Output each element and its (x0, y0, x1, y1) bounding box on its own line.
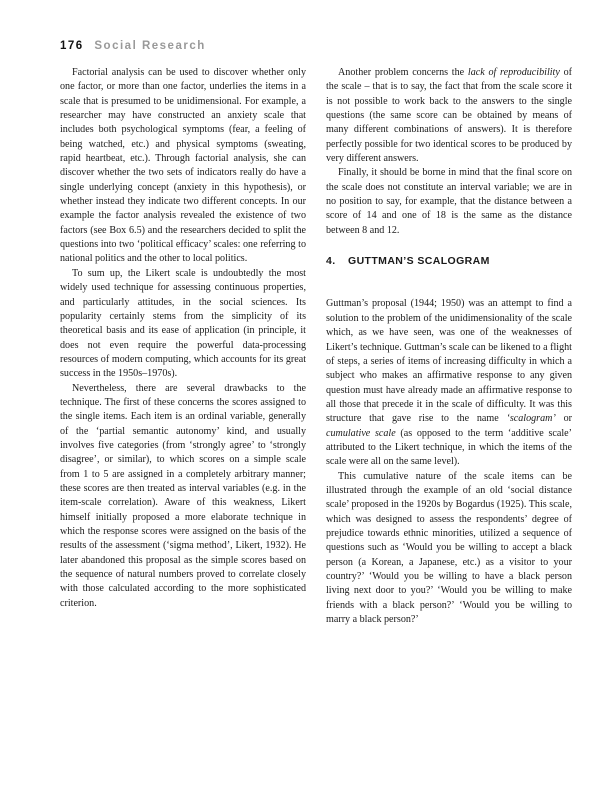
running-header (60, 40, 206, 52)
running-title: Social Research (94, 40, 206, 52)
emphasis: cumulative scale (326, 427, 396, 439)
section-heading (326, 254, 572, 268)
paragraph: Factorial analysis can be used to discover whether only one factor, or more than one factor, underlies the items in a scale that is presumed to be unidimensional. For example, a researcher may have constructed an anxiety scale that includes both psychological symptoms (fear, a feeling of being watched, etc.) and physical symptoms (sweating, rapid heartbeat, etc.). Through factorial analysis, she can discover whether the two sets of indicators really do have a single underlying concept (anxiety in this hypothesis), or whether instead they indicate two different concepts. In our example the factor analysis revealed the existence of two factors (see Box 6.5) and the researchers decided to split the questions into two ‘political efficacy’ scales: one referring to national politics and the other to local politics. (60, 67, 306, 265)
paragraph: To sum up, the Likert scale is undoubtedly the most widely used technique for assessing continuous properties, and particularly attitudes, in the social sciences. Its popularity certainly stems from the simplicity of its theoretical basis and its ease of application (in principle, it does not even require the powerful data-processing resources of modern computing, which accounts for its great success in the 1950s–1970s). (60, 267, 306, 380)
paragraph: This cumulative nature of the scale items can be illustrated through the example of an old ‘social distance scale’ proposed in the 1920s by Bogardus (1925). This scale, which was designed to assess the respondents’ degree of prejudice towards ethnic minorities, utilized a sequence of questions such as ‘Would you be willing to accept a black person (a Korean, a Japanese, etc.) as a visitor to your country?’ ‘Would you be willing to have a black person living next door to you?’ ‘Would you be willing to make friends with a black person?’ ‘Would you be willing to marry a black person?’ (326, 470, 572, 626)
right-column (326, 66, 572, 627)
section-number: 4. (326, 255, 336, 268)
paragraph: Another problem concerns the lack of reproducibility of the scale – that is to say, the fact that from the scale score it is not possible to work back to the answers to the single questions (the same score can be obtained by means of many different combinations of answers). It is therefore perfectly possible for two identical scores to be produced by very different answers. (326, 67, 572, 165)
emphasis: lack of reproducibility (467, 67, 560, 78)
paragraph: Guttman’s proposal (1944; 1950) was an attempt to find a solution to the problem of the unidimensionality of the scale which, as we have seen, was one of the weaknesses of Likert’s technique. Guttman’s scale can be likened to a flight of steps, a series of items of increasing difficulty in which a subject who makes an affirmative response to any given question must have already made an affirmative response to all those that precede it in the scale of difficulty. It was this structure that gave rise to the name ‘scalogram’ or cumulative scale (as opposed to the term ‘additive scale’ attributed to the Likert technique, in which the items of the scale were all on the same level). (326, 298, 573, 468)
paragraph: Finally, it should be borne in mind that the final score on the scale does not constitute an interval variable; we are in no position to say, for example, that the distance between a score of 14 and one of 18 is the same as the distance between 8 and 12. (326, 167, 572, 236)
section-title: GUTTMAN’S SCALOGRAM (348, 255, 490, 268)
page-number: 176 (60, 40, 84, 52)
left-column (60, 66, 306, 611)
paragraph: Nevertheless, there are several drawbacks to the technique. The first of these concerns the scores assigned to the single items. Each item is an ordinal variable, generally of the ‘partial semantic autonomy’ kind, and usually involves five categories (from ‘strongly agree’ to ‘strongly disagree’, or similar), to which scores on a simple scale from 1 to 5 are assigned in a completely arbitrary manner; these scores are then treated as interval variables (e.g. in the item-scale correlation). Aware of this weakness, Likert himself initially proposed a more elaborate technique in which the response scores were assigned on the basis of the results of the assessment (‘sigma method’, Likert, 1932). He later abandoned this proposal as the simple scores based on the sequence of natural numbers proved to correlate closely with those calculated according to the more sophisticated criterion. (60, 382, 306, 609)
emphasis: ‘scalogram’ (506, 413, 556, 425)
